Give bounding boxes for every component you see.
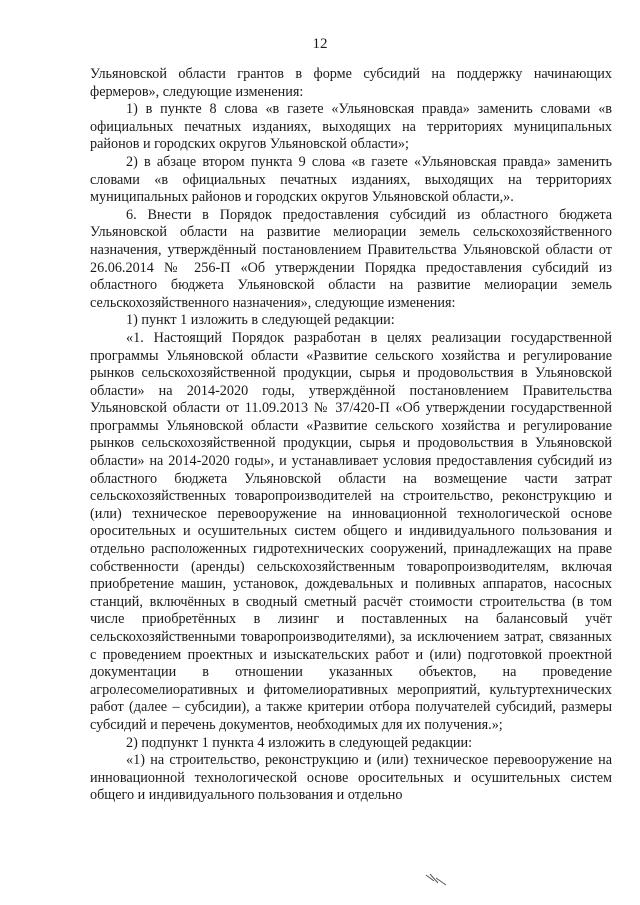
page-number: 12: [312, 36, 328, 52]
paragraph-section-6: 6. Внести в Порядок предоставления субсидий из областного бюджета Ульяновской области на развитие мелиорации земель сельскохозяйственного назначения, утверждённый постановлением Правительства Ульяновской области от 26.06.2014 № 256-П «Об утверждении Порядка предоставления субсидий из областного бюджета Ульяновской области на развитие мелиорации земель сельскохозяйственного назначения», следующие изменения:: [90, 206, 612, 311]
handwritten-mark-icon: [424, 872, 450, 888]
paragraph-continuation: Ульяновской области грантов в форме субсидий на поддержку начинающих фермеров», следующие изменения:: [90, 66, 612, 100]
paragraph-quoted-subclause: «1) на строительство, реконструкцию и (или) техническое перевооружение на инновационной технологической основе оросительных и осушительных систем общего и индивидуального пользования и отдельно: [90, 752, 612, 804]
paragraph-quoted-clause-1: «1. Настоящий Порядок разработан в целях реализации государственной программы Ульяновской области «Развитие сельского хозяйства и регулирование рынков сельскохозяйственной продукции, сырья и продовольствия в Ульяновской области» на 2014-2020 годы, утверждённой постановлением Правительства Ульяновской области от 11.09.2013 № 37/420-П «Об утверждении государственной программы Ульяновской области «Развитие сельского хозяйства и регулирование рынков сельскохозяйственной продукции, сырья и продовольствия в Ульяновской области» на 2014-2020 годы», и устанавливает условия предоставления субсидий из областного бюджета Ульяновской области на возмещение части затрат сельскохозяйственных товаропроизводителей на строительство, реконструкцию и (или) техническое перевооружение на инновационной технологической основе оросительных и осушительных систем общего и индивидуального пользования и отдельно расположенных гидротехнических сооружений, принадлежащих на праве собственности (аренды) сельскохозяйственным товаропроизводителям, включая приобретение машин, установок, дождевальных и поливных аппаратов, насосных станций, включённых в сводный сметный расчёт стоимости строительства (в том числе приобретённых в лизинг и поставленных на балансовый учёт сельскохозяйственными товаропроизводителями), за исключением затрат, связанных с проведением проектных и изыскательских работ и (или) подготовкой проектной документации в отношении указанных объектов, на проведение агролесомелиоративных и фитомелиоративных мероприятий, культуртехнических работ (далее – субсидии), а также критерии отбора получателей субсидий, размеры субсидий и перечень документов, необходимых для их получения.»;: [90, 329, 612, 733]
paragraph-item-1: 1) в пункте 8 слова «в газете «Ульяновская правда» заменить словами «в официальных печатных изданиях, выходящих на территориях муниципальных районов и городских округов Ульяновской области»;: [90, 101, 612, 153]
paragraph-item-2: 2) в абзаце втором пункта 9 слова «в газете «Ульяновская правда» заменить словами «в официальных печатных изданиях, выходящих на территориях муниципальных районов и городских округов Ульяновской области,».: [90, 153, 612, 206]
paragraph-subitem-1: 1) пункт 1 изложить в следующей редакции:: [126, 312, 395, 329]
document-body: [90, 66, 612, 805]
paragraph-subitem-2: 2) подпункт 1 пункта 4 изложить в следующей редакции:: [126, 734, 473, 751]
